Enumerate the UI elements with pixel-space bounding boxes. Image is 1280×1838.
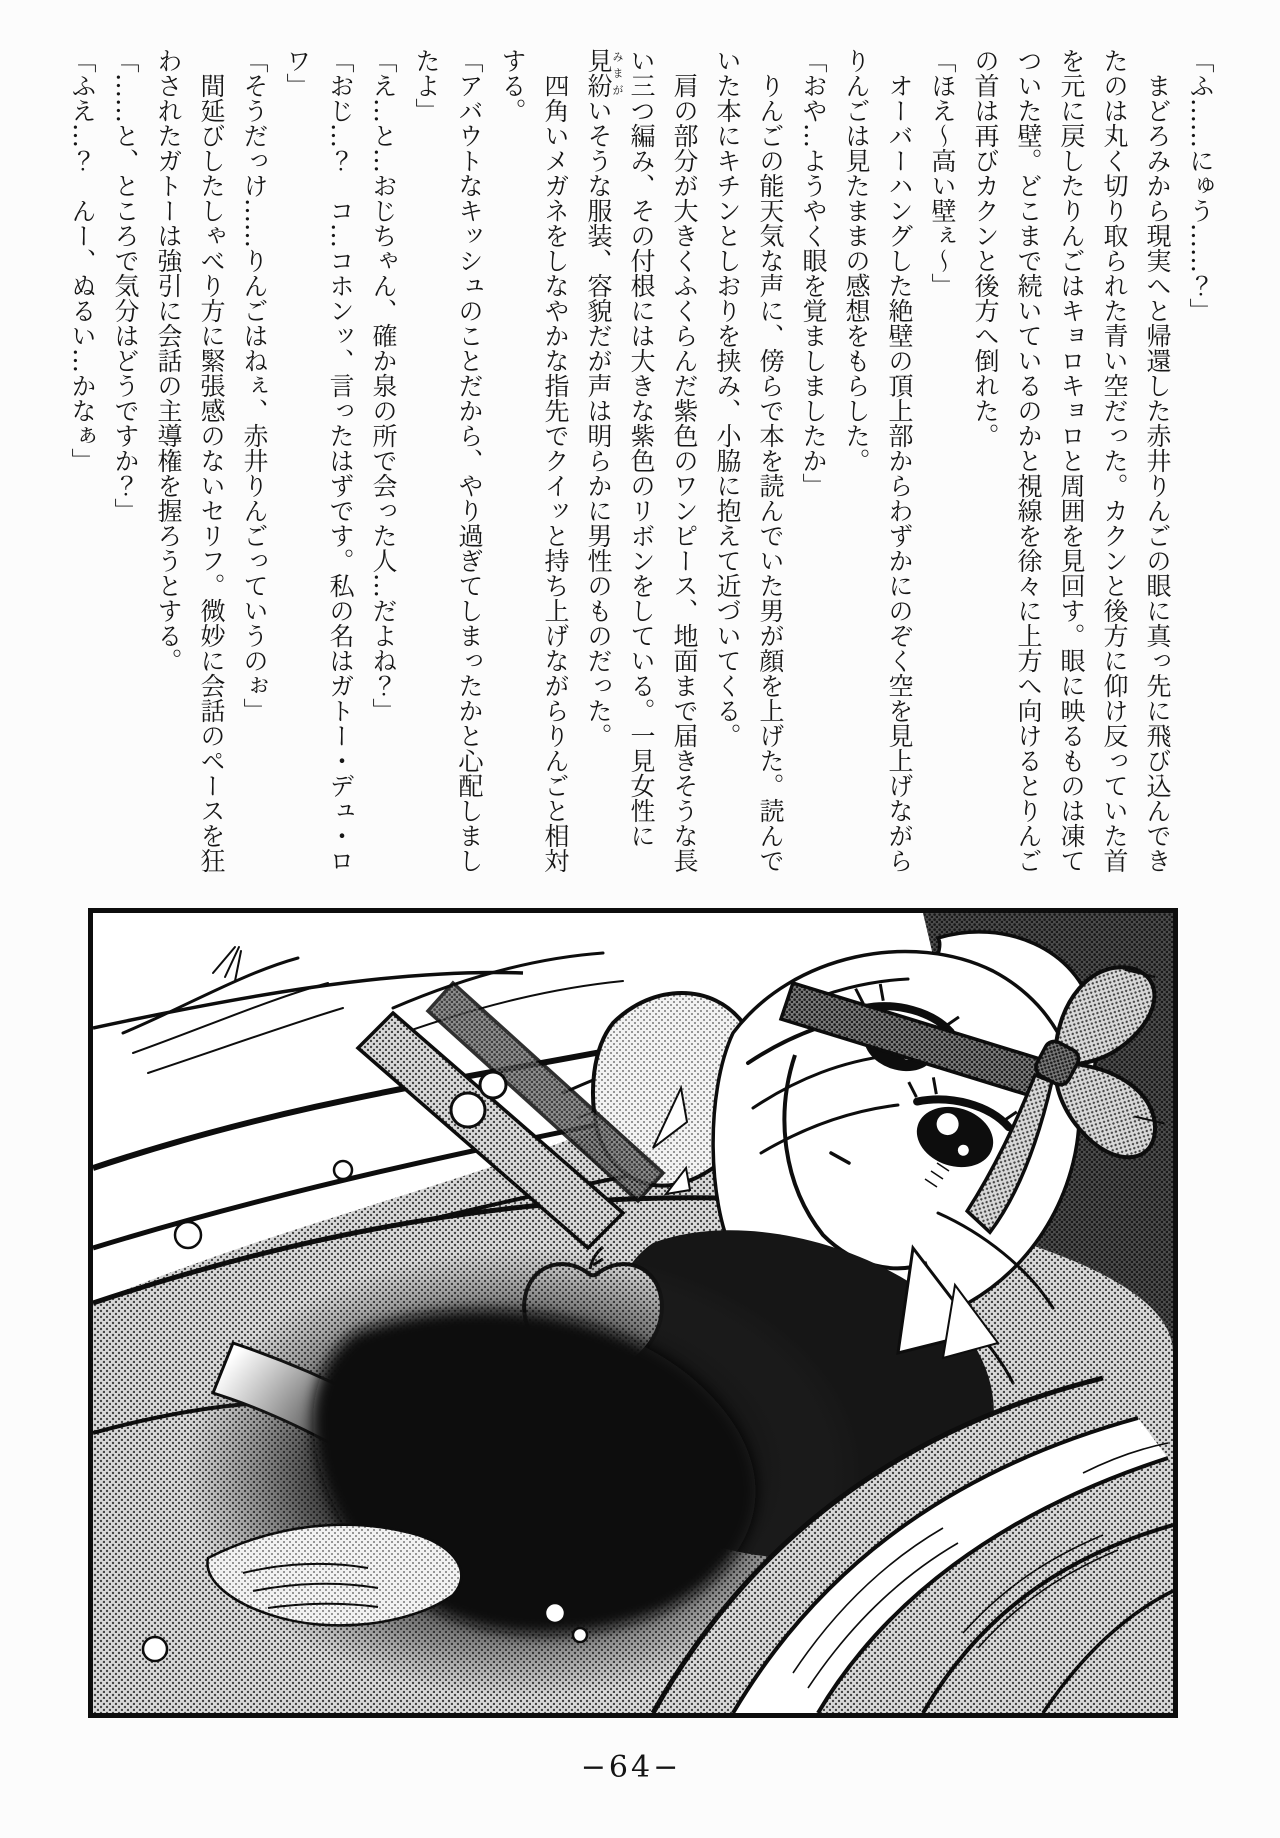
narration-paragraph: りんごの能天気な声に、傍らで本を読んでいた男が顔を上げた。読んでいた本にキチンとしおりを挟み、小脇に抱えて近づいてくる。 — [713, 48, 785, 873]
narration-paragraph: 間延びしたしゃべり方に緊張感のないセリフ。微妙に会話のペースを狂わされたガトーは強引に会話の主導権を握ろうとする。 — [154, 48, 226, 873]
page-number: −64− — [580, 1750, 682, 1785]
dialogue-paragraph: 「ほえ～高い壁ぇ～」 — [928, 48, 957, 298]
narration-paragraph: 四角いメガネをしなやかな指先でクイッと持ち上げながらりんごと相対する。 — [498, 48, 570, 873]
narration-paragraph: オーバーハングした絶壁の頂上部からわずかにのぞく空を見上げながらりんごは見たままの感想をもらした。 — [842, 48, 914, 873]
dialogue-paragraph: 「おじ…？ コ…コホンッ、言ったはずです。私の名はガトー・デュ・ロワ」 — [283, 48, 355, 873]
story-text — [61, 48, 1222, 876]
dialogue-paragraph: 「おや…ようやく眼を覚ましましたか」 — [799, 48, 828, 498]
dialogue-paragraph: 「アバウトなキッシュのことだから、やり過ぎてしまったかと心配しましたよ」 — [412, 48, 484, 873]
manga-illustration — [88, 908, 1178, 1718]
dialogue-paragraph: 「ふ……にゅう……？」 — [1186, 48, 1215, 323]
dialogue-paragraph: 「え…と…おじちゃん、確か泉の所で会った人…だよね？」 — [369, 48, 398, 723]
narration-paragraph: まどろみから現実へと帰還した赤井りんごの眼に真っ先に飛び込んできたのは丸く切り取られた青い空だった。カクンと後方に仰け反っていた首を元に戻したりんごはキョロキョロと周囲を見回す。眼に映るものは凍てついた壁。どこまで続いているのかと視線を徐々に上方へ向けるとりんごの首は再びカクンと後方へ倒れた。 — [971, 48, 1172, 873]
dialogue-paragraph: 「そうだっけ……りんごはねぇ、赤井りんごっていうのぉ」 — [240, 48, 269, 723]
manga-illustration-art — [93, 913, 1173, 1713]
narration-paragraph: 肩の部分が大きくふくらんだ紫色のワンピース、地面まで届きそうな長い三つ編み、その付根には大きな紫色のリボンをしている。一見女性に見紛みまがいそうな服装、容貌だが声は明らかに男性のものだった。 — [584, 48, 699, 873]
dialogue-paragraph: 「……と、ところで気分はどうですか？」 — [111, 48, 140, 523]
dialogue-paragraph: 「ふえ…？ んー、ぬるい…かなぁ」 — [68, 48, 97, 473]
